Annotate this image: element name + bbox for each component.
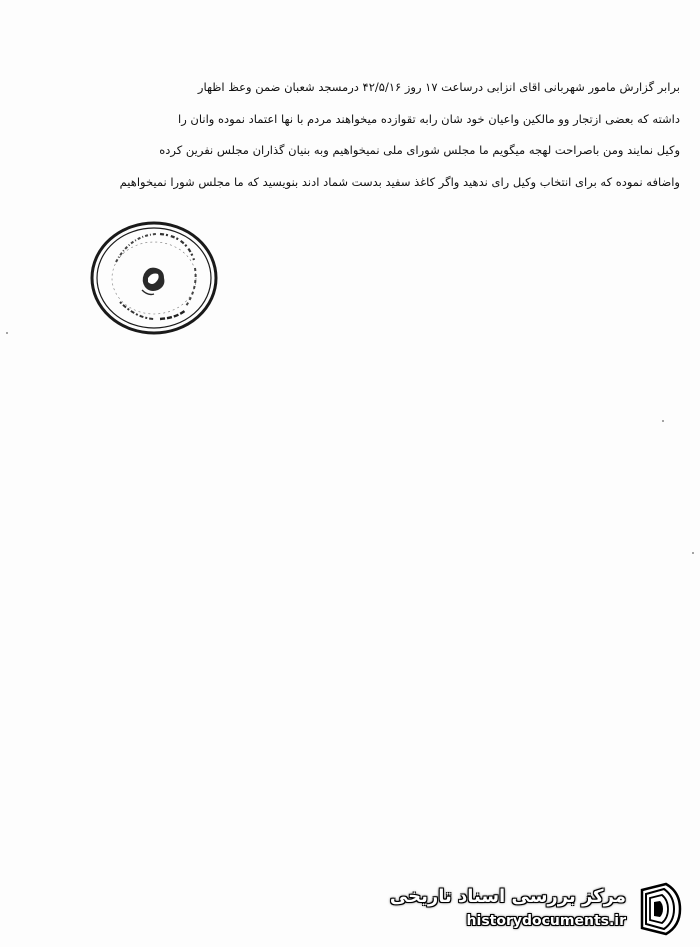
report-line: واضافه نموده که برای انتخاب وکیل رای ندهید واگر کاغذ سفید بدست شماد ادند بنویسید که ما مجلس شورا نمیخواهیم [119, 174, 680, 189]
report-line: برابر گزارش مامور شهربانی اقای انزابی درساعت ۱۷ روز ۴۲/۵/۱۶ درمسجد شعبان ضمن وعظ اظهار [197, 80, 680, 94]
scan-speck [6, 332, 8, 334]
scan-speck [662, 420, 664, 422]
report-line: وکیل نمایند ومن باصراحت لهجه میگویم ما مجلس شورای ملی نمیخواهیم وبه بنیان گذاران مجلس نفرین کرده [159, 143, 680, 157]
archive-title: مرکز بررسی اسناد تاریخی [389, 886, 626, 907]
archive-url: historydocuments.ir [466, 913, 626, 929]
report-line: داشته که بعضی ازتجار وو مالکین واعیان خود شان رابه تقوازده میخواهند مردم با نها اعتماد نموده وانان را [178, 111, 680, 126]
scan-speck [692, 552, 694, 554]
archive-logo-icon [636, 882, 686, 936]
archive-watermark [389, 880, 690, 940]
report-text [28, 72, 680, 198]
official-seal [86, 218, 222, 338]
